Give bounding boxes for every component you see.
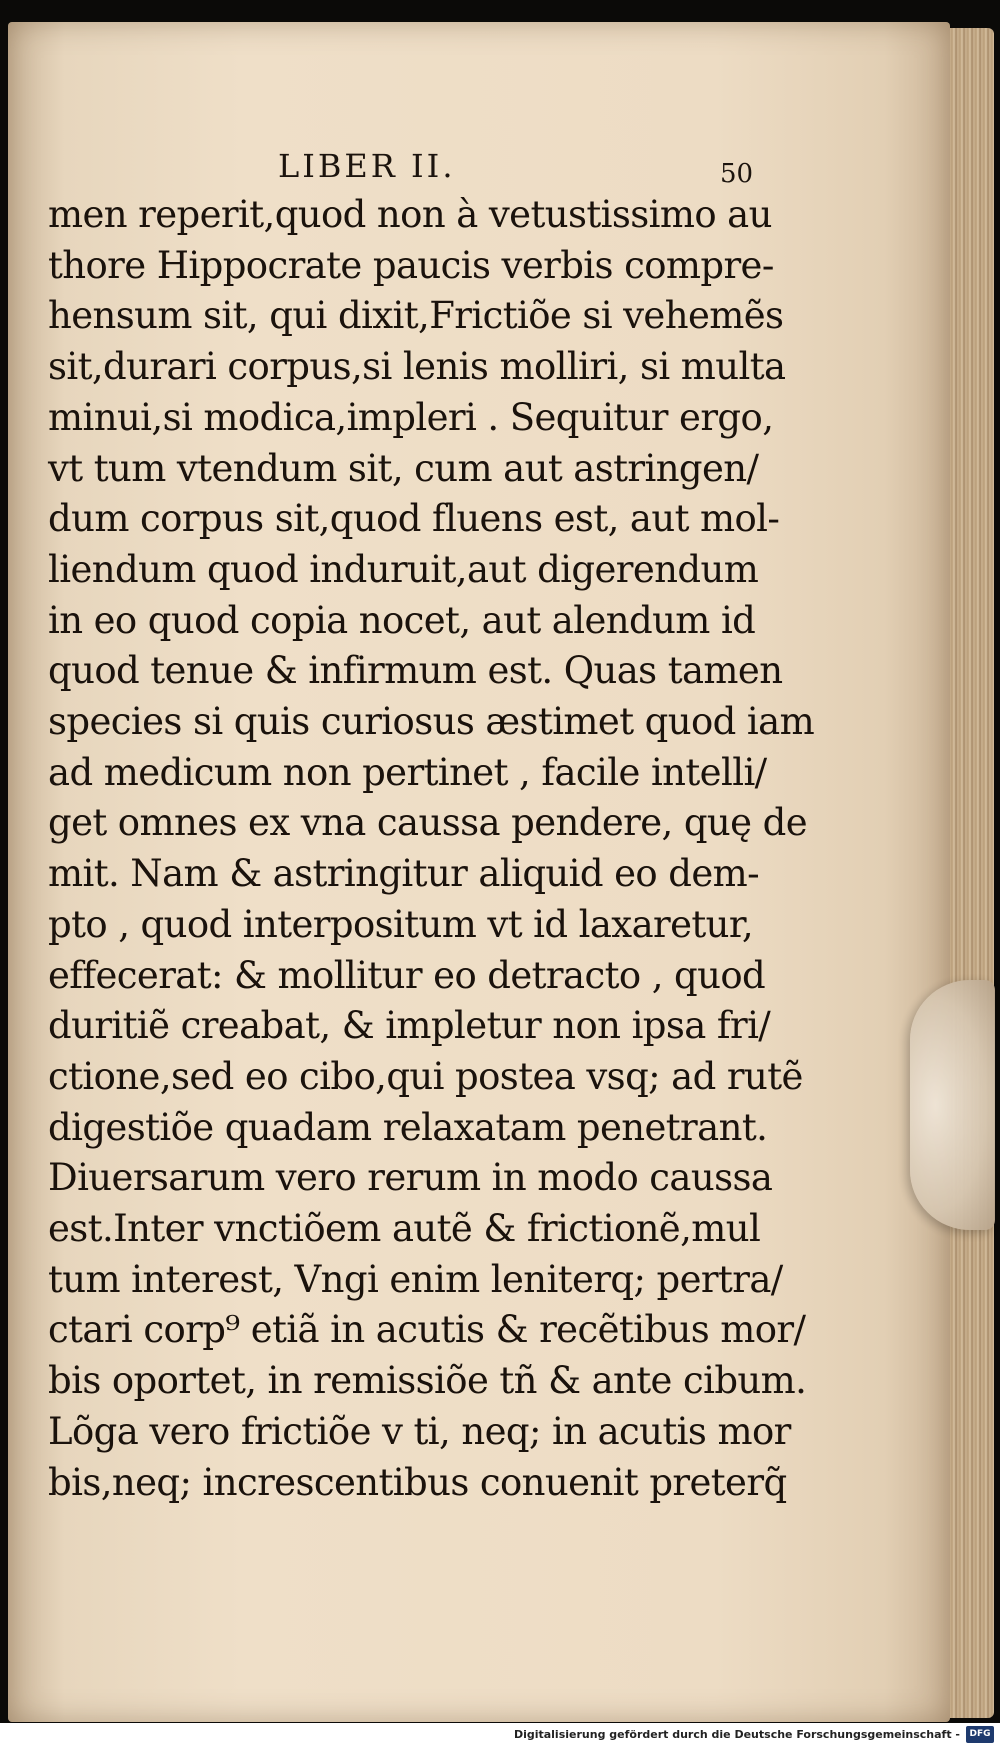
book-fore-edge <box>950 28 994 1718</box>
running-title: LIBER II. <box>278 147 456 185</box>
folio-number: 50 <box>720 159 754 189</box>
text-line: minui,si modica,impleri . Sequitur ergo, <box>48 395 774 439</box>
text-line: in eo quod copia nocet, aut alendum id <box>48 598 756 642</box>
text-line: tum interest, Vngi enim leniterq; pertra/ <box>48 1257 783 1301</box>
text-line: hensum sit, qui dixit,Frictiõe si vehemẽs <box>48 294 784 338</box>
text-line: vt tum vtendum sit, cum aut astringen/ <box>48 446 759 490</box>
text-line: quod tenue & infirmum est. Quas tamen <box>48 649 783 693</box>
text-line: duritiẽ creabat, & impletur non ipsa fri/ <box>48 1004 771 1048</box>
text-line: dum corpus sit,quod fluens est, aut mol- <box>48 497 780 541</box>
digitization-footer <box>0 1723 1000 1747</box>
text-line: Diuersarum vero rerum in modo caussa <box>48 1156 773 1200</box>
text-line: mit. Nam & astringitur aliquid eo dem- <box>48 852 760 896</box>
body-text <box>48 190 815 1508</box>
book-page <box>8 22 950 1722</box>
text-line: sit,durari corpus,si lenis molliri, si multa <box>48 345 786 389</box>
text-line: men reperit,quod non à vetustissimo au <box>48 193 772 236</box>
text-line: ad medicum non pertinet , facile intelli/ <box>48 750 767 794</box>
text-line: pto , quod interpositum vt id laxaretur, <box>48 902 754 946</box>
text-line: effecerat: & mollitur eo detracto , quod <box>48 953 766 997</box>
text-line: digestiõe quadam relaxatam penetrant. <box>48 1105 768 1149</box>
text-line: bis oportet, in remissiõe tñ & ante cibum. <box>48 1359 807 1403</box>
text-line: ctione,sed eo cibo,qui postea vsq; ad rutẽ <box>48 1054 803 1098</box>
text-line: ctari corp⁹ etiã in acutis & recẽtibus mor/ <box>48 1308 806 1352</box>
text-line: liendum quod induruit,aut digerendum <box>48 547 759 591</box>
funding-credit: Digitalisierung gefördert durch die Deutsche Forschungsgemeinschaft - <box>513 1728 960 1741</box>
text-line: est.Inter vnctiõem autẽ & frictionẽ,mul <box>48 1207 761 1251</box>
text-line: species si quis curiosus æstimet quod iam <box>48 700 815 744</box>
page-clip <box>910 980 995 1230</box>
text-line: Lõga vero frictiõe v ti, neq; in acutis mor <box>48 1409 791 1453</box>
dfg-logo-icon: DFG <box>966 1726 994 1743</box>
text-line: bis,neq; increscentibus conuenit preterq̃ <box>48 1460 787 1504</box>
text-line: get omnes ex vna caussa pendere, quę de <box>48 801 807 845</box>
text-line: thore Hippocrate paucis verbis compre- <box>48 243 774 287</box>
